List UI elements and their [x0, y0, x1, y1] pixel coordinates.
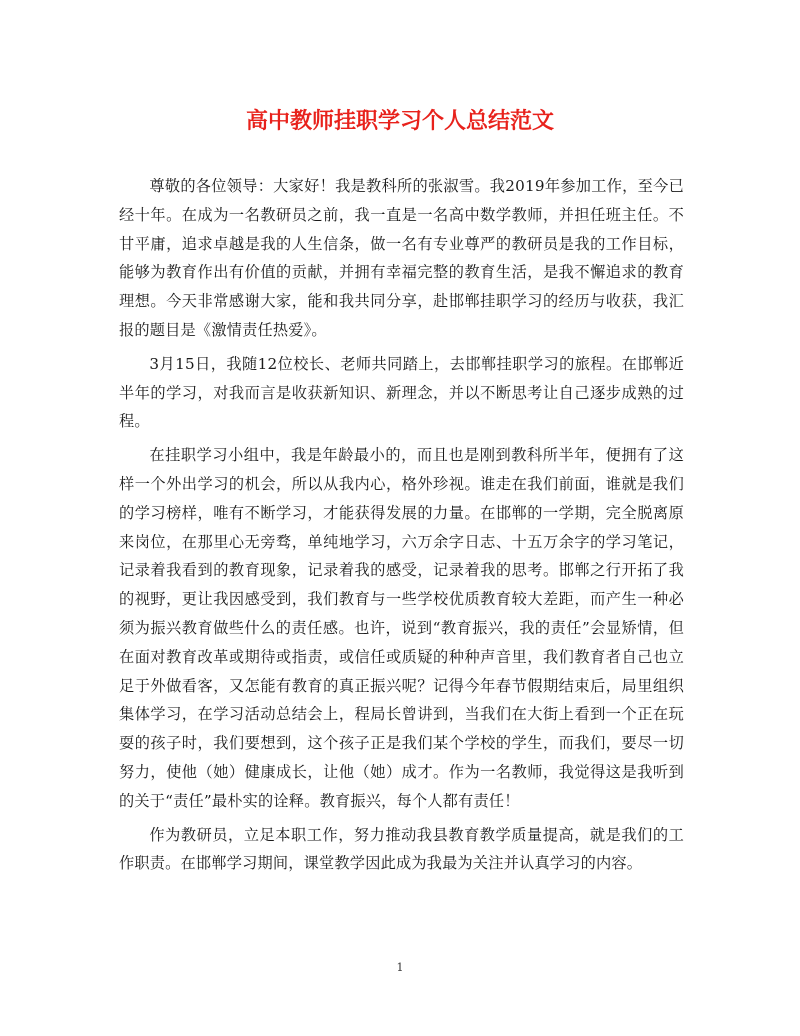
document-title: 高中教师挂职学习个人总结范文	[245, 108, 554, 134]
paragraph-journey: 3月15日，我随12位校长、老师共同踏上，去邯郸挂职学习的旅程。在邯郸近半年的学习，对我而言是收获新知识、新理念，并以不断思考让自己逐步成熟的过程。	[119, 354, 684, 431]
document-body	[119, 172, 684, 878]
paragraph-duty: 作为教研员，立足本职工作，努力推动我县教育教学质量提高，就是我们的工作职责。在邯郸学习期间，课堂教学因此成为我最为关注并认真学习的内容。	[119, 825, 684, 873]
page-number: 1	[396, 961, 404, 974]
paragraph-responsibility: 在挂职学习小组中，我是年龄最小的，而且也是刚到教科所半年，便拥有了这样一个外出学习的机会，所以从我内心，格外珍视。谁走在我们前面，谁就是我们的学习榜样，唯有不断学习，才能获得发展的力量。在邯郸的一学期，完全脱离原来岗位，在那里心无旁骛，单纯地学习，六万余字日志、十五万余字的学习笔记，记录着我看到的教育现象，记录着我的感受，记录着我的思考。邯郸之行开拓了我的视野，更让我因感受到，我们教育与一些学校优质教育较大差距，而产生一种必须为振兴教育做些什么的责任感。也许，说到“教育振兴，我的责任”会显矫情，但在面对教育改革或期待或指责，或信任或质疑的种种声音里，我们教育者自己也立足于外做看客，又怎能有教育的真正振兴呢？记得今年春节假期结束后，局里组织集体学习，在学习活动总结会上，程局长曾讲到，当我们在大街上看到一个正在玩耍的孩子时，我们要想到，这个孩子正是我们某个学校的学生，而我们，要尽一切努力，使他（她）健康成长，让他（她）成才。作为一名教师，我觉得这是我听到的关于“责任”最朴实的诠释。教育振兴，每个人都有责任！	[119, 446, 684, 810]
paragraph-greeting: 尊敬的各位领导：大家好！我是教科所的张淑雪。我2019年参加工作，至今已经十年。在成为一名教研员之前，我一直是一名高中数学教师，并担任班主任。不甘平庸，追求卓越是我的人生信条，做一名有专业尊严的教研员是我的工作目标，能够为教育作出有价值的贡献，并拥有幸福完整的教育生活，是我不懈追求的教育理想。今天非常感谢大家，能和我共同分享，赴邯郸挂职学习的经历与收获，我汇报的题目是《激情责任热爱》。	[119, 177, 684, 339]
